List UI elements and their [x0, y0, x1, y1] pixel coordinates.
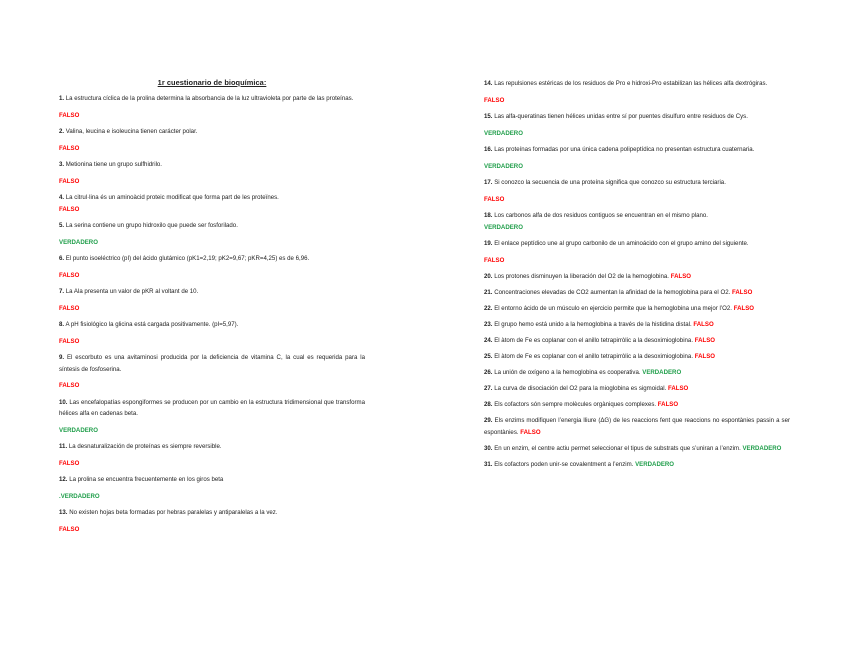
question-item	[59, 192, 365, 215]
question-number: 31.	[484, 460, 493, 468]
answer-label: FALSO	[657, 401, 679, 408]
question-statement: El àtom de Fe es coplanar con el anillo tetrapirròlic a la desoximioglobina.	[494, 353, 694, 360]
question-item	[484, 383, 790, 395]
question-number: 28.	[484, 401, 493, 408]
answer-label: VERDADERO	[59, 426, 98, 434]
question-text	[484, 443, 790, 455]
question-text	[484, 210, 790, 222]
question-statement: La estructura cíclica de la prolina determina la absorbancia de la luz ultravioleta por parte de las proteínas.	[65, 95, 354, 102]
question-item	[484, 367, 790, 379]
question-statement: Metionina tiene un grupo sulfhidrilo.	[65, 161, 163, 168]
question-item	[59, 93, 365, 121]
question-statement: La unión de oxígeno a la hemoglobina es cooperativa.	[494, 369, 641, 376]
answer-label: FALSO	[484, 195, 505, 203]
question-item	[484, 111, 790, 139]
question-text	[59, 253, 365, 265]
question-text	[484, 111, 790, 123]
answer-label: FALSO	[693, 321, 714, 328]
question-number: 14.	[484, 80, 493, 87]
question-number: 8.	[59, 321, 65, 328]
question-number: 10.	[59, 398, 68, 406]
question-number: 30.	[484, 444, 493, 452]
question-number: 23.	[484, 321, 493, 328]
document-title: 1r cuestionario de bioquímica:	[157, 78, 267, 87]
question-number: 27.	[484, 385, 493, 392]
question-number: 19.	[484, 240, 493, 247]
question-statement: A pH fisiológico la glicina está cargada positivamente. (pI=5,97).	[65, 321, 239, 328]
question-text	[484, 335, 790, 347]
question-item	[484, 303, 790, 315]
answer-label: VERDADERO	[484, 162, 523, 170]
question-text	[484, 415, 790, 438]
answer-label: FALSO	[59, 177, 80, 185]
question-text	[59, 286, 365, 298]
question-item	[484, 319, 790, 331]
question-statement: El punto isoeléctrico (pI) del ácido glutámico (pK1=2,19; pK2=9,67; pKR=4,25) es de 6,96.	[65, 255, 310, 262]
question-item	[59, 253, 365, 281]
question-statement: La curva de disociación del O2 para la mioglobina es sigmoidal.	[494, 385, 667, 392]
question-number: 3.	[59, 161, 65, 168]
question-item	[484, 78, 790, 106]
answer-label: FALSO	[59, 144, 80, 152]
answer-label: FALSO	[733, 305, 755, 312]
question-text	[484, 367, 790, 379]
answer-label: FALSO	[670, 273, 692, 280]
question-item	[484, 459, 790, 471]
question-text	[59, 507, 365, 519]
question-statement: El grupo hemo está unido a la hemoglobina a través de la histidina distal.	[494, 321, 692, 328]
question-statement: Las proteínas formadas por una única cadena polipeptídica no presentan estructura cuaternaria.	[494, 146, 755, 153]
question-statement: Els cofactors poden unir-se covalentment a l’enzim.	[494, 460, 634, 468]
question-text	[484, 238, 790, 250]
question-text	[59, 397, 365, 420]
question-item	[484, 443, 790, 455]
question-item	[484, 415, 790, 438]
question-number: 9.	[59, 354, 65, 361]
question-number: 5.	[59, 222, 65, 229]
answer-label: .VERDADERO	[59, 492, 100, 500]
question-statement: En un enzim, el centre actiu permet seleccionar el tipus de substrats que s’uniran a l’enzim.	[494, 444, 741, 452]
question-number: 15.	[484, 113, 493, 120]
question-text	[484, 319, 790, 331]
question-item	[484, 144, 790, 172]
question-number: 17.	[484, 179, 493, 186]
question-item	[484, 287, 790, 299]
question-statement: El enlace peptídico une al grupo carbonilo de un aminoácido con el grupo amino del siguiente.	[494, 240, 749, 247]
question-text	[484, 144, 790, 156]
question-text	[484, 351, 790, 363]
question-number: 12.	[59, 476, 68, 483]
question-statement: Las encefalopatías espongiformes se producen por un cambio en la estructura tridimensional que transforma hélices alfa en cadenas beta.	[59, 398, 365, 417]
question-item	[59, 441, 365, 469]
question-item	[59, 220, 365, 248]
question-item	[59, 319, 365, 347]
right-column	[484, 78, 790, 475]
answer-label: FALSO	[667, 385, 689, 392]
question-number: 25.	[484, 353, 493, 360]
question-item	[484, 351, 790, 363]
question-text	[484, 303, 790, 315]
question-item	[59, 286, 365, 314]
question-text	[484, 287, 790, 299]
question-number: 21.	[484, 289, 493, 296]
question-statement: La serina contiene un grupo hidroxilo que puede ser fosforilado.	[65, 222, 238, 229]
question-statement: La prolina se encuentra frecuentemente en los giros beta	[69, 476, 224, 483]
question-item	[484, 335, 790, 347]
question-text	[59, 441, 365, 453]
question-number: 6.	[59, 255, 65, 262]
question-text	[59, 474, 365, 486]
question-statement: Las repulsiones estéricas de los residuos de Pro e hidroxi-Pro estabilizan las hélices alfa dextrógiras.	[494, 80, 768, 87]
question-statement: Los carbonos alfa de dos residuos contiguos se encuentran en el mismo plano.	[494, 212, 708, 219]
question-text	[59, 352, 365, 375]
question-number: 18.	[484, 212, 493, 219]
answer-label: FALSO	[694, 353, 716, 360]
question-text	[59, 220, 365, 232]
answer-label: FALSO	[694, 337, 716, 344]
left-column	[59, 78, 365, 540]
answer-label: FALSO	[59, 111, 80, 119]
question-statement: El escorbuto es una avitaminosi producida por la deficiencia de vitamina C, la cual es requerida para la síntesis de fosfoserina.	[59, 354, 365, 373]
question-item	[59, 397, 365, 437]
question-statement: La citrul·lina és un aminoàcid proteic modificat que forma part de les proteïnes.	[65, 194, 279, 201]
question-statement: Concentraciones elevadas de CO2 aumentan la afinidad de la hemoglobina para el O2.	[494, 289, 731, 296]
question-text	[59, 319, 365, 331]
question-item	[484, 238, 790, 266]
question-number: 24.	[484, 337, 493, 344]
question-statement: La Ala presenta un valor de pKR al voltant de 10.	[65, 288, 199, 295]
answer-label: FALSO	[59, 304, 80, 312]
question-number: 16.	[484, 146, 493, 153]
question-number: 26.	[484, 369, 493, 376]
question-list-left	[59, 93, 365, 535]
answer-label: FALSO	[59, 525, 80, 533]
answer-label: VERDADERO	[642, 369, 682, 376]
question-item	[59, 474, 365, 502]
answer-label: VERDADERO	[742, 444, 782, 452]
question-statement: Valina, leucina e isoleucina tienen carácter polar.	[65, 128, 198, 135]
answer-label: FALSO	[484, 96, 505, 104]
answer-label: VERDADERO	[484, 129, 523, 137]
question-number: 2.	[59, 128, 65, 135]
answer-label: VERDADERO	[484, 223, 523, 231]
question-number: 7.	[59, 288, 65, 295]
answer-label: FALSO	[732, 289, 753, 296]
answer-label: FALSO	[59, 205, 80, 213]
question-item	[59, 159, 365, 187]
answer-label: VERDADERO	[635, 460, 675, 468]
question-number: 20.	[484, 273, 493, 280]
question-statement: La desnaturalización de proteínas es siempre reversible.	[68, 443, 222, 450]
question-statement: Las alfa-queratinas tienen hélices unidas entre sí por puentes disulfuro entre residuos de Cys.	[494, 113, 748, 120]
question-list-right	[484, 78, 790, 470]
answer-label: FALSO	[59, 271, 80, 279]
question-statement: Els cofactors són sempre molècules orgàniques complexes.	[494, 401, 657, 408]
question-number: 1.	[59, 95, 65, 102]
question-item	[484, 210, 790, 233]
question-text	[484, 271, 790, 283]
question-number: 29.	[484, 417, 493, 424]
answer-label: FALSO	[59, 382, 80, 389]
question-statement: Els enzims modifiquen l’energia lliure (ΔG) de les reaccions fent que reaccions no espontànies passin a ser espontànies.	[484, 417, 790, 436]
question-statement: Si conozco la secuencia de una proteína significa que conozco su estructura terciaria.	[494, 179, 726, 186]
question-text	[484, 459, 790, 471]
question-item	[59, 507, 365, 535]
question-statement: No existen hojas beta formadas por hebras paralelas y antiparalelas a la vez.	[69, 509, 278, 516]
question-item	[59, 126, 365, 154]
question-number: 11.	[59, 443, 68, 450]
question-number: 22.	[484, 305, 493, 312]
question-item	[484, 177, 790, 205]
question-number: 4.	[59, 194, 65, 201]
question-text	[484, 399, 790, 411]
question-statement: El àtom de Fe es coplanar con el anillo tetrapirròlic a la desoximioglobina.	[494, 337, 694, 344]
answer-label: FALSO	[484, 256, 505, 264]
question-text	[59, 126, 365, 138]
question-item	[484, 399, 790, 411]
answer-label: FALSO	[520, 428, 541, 436]
question-text	[484, 383, 790, 395]
answer-label: VERDADERO	[59, 238, 98, 246]
answer-label: FALSO	[59, 337, 80, 345]
question-statement: Los protones disminuyen la liberación del O2 de la hemoglobina.	[494, 273, 669, 280]
question-text	[59, 93, 365, 105]
question-text	[484, 78, 790, 90]
question-text	[484, 177, 790, 189]
question-text	[59, 192, 365, 204]
answer-label: FALSO	[59, 459, 80, 467]
question-statement: El entorno ácido de un músculo en ejercicio permite que la hemoglobina una mejor l’O2.	[494, 305, 732, 312]
question-text	[59, 159, 365, 171]
question-item	[59, 352, 365, 392]
question-number: 13.	[59, 509, 68, 516]
question-item	[484, 271, 790, 283]
